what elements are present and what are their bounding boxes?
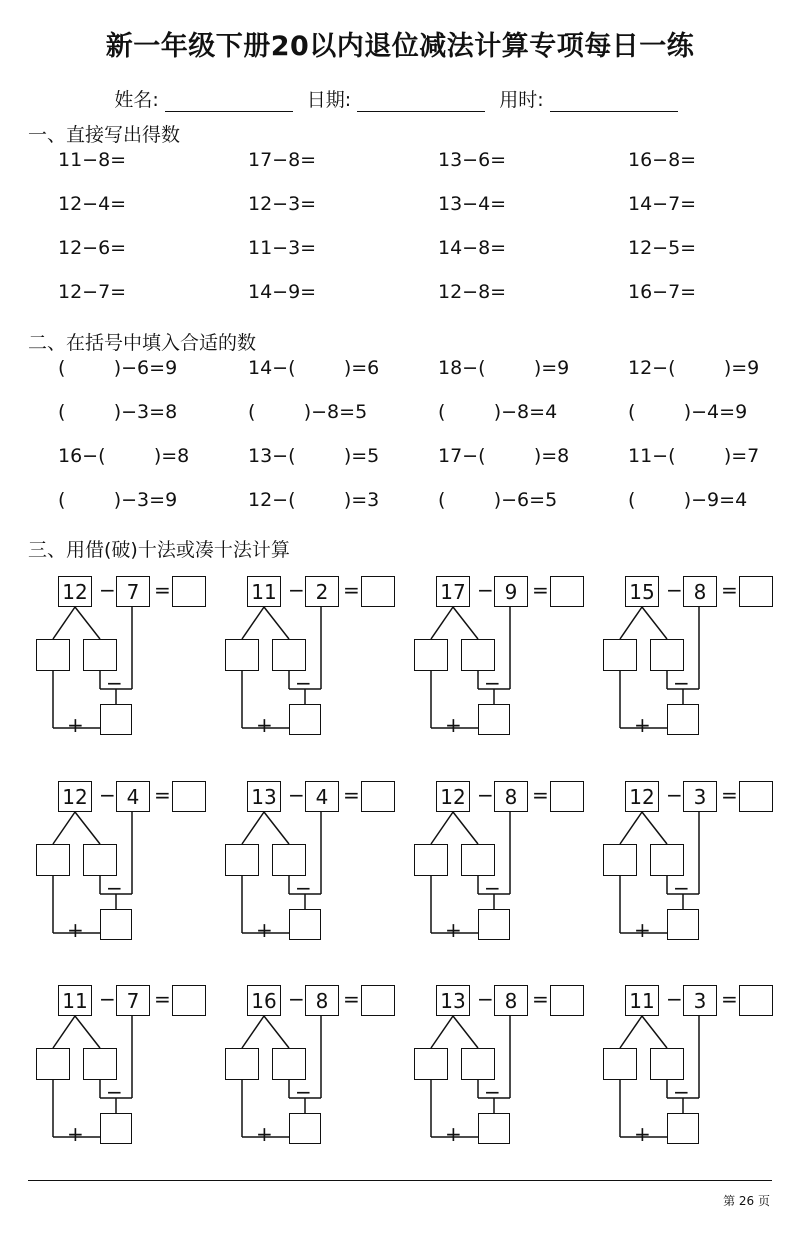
minuend-box: 12 bbox=[625, 781, 659, 812]
direct-calc-problem[interactable]: 16−8= bbox=[628, 149, 697, 171]
fill-bracket-problem[interactable]: ( )−3=8 bbox=[58, 401, 178, 423]
minuend-box: 16 bbox=[247, 985, 281, 1016]
decompose-problem bbox=[603, 984, 793, 1164]
plus-sign: + bbox=[634, 918, 651, 942]
plus-sign: + bbox=[67, 1122, 84, 1146]
split-right-box[interactable] bbox=[650, 1048, 684, 1080]
minus-sign: − bbox=[477, 987, 494, 1011]
fill-bracket-problem[interactable]: 13−( )=5 bbox=[248, 445, 380, 467]
minus-sign: − bbox=[99, 987, 116, 1011]
direct-calc-problem[interactable]: 13−6= bbox=[438, 149, 507, 171]
minuend-box: 12 bbox=[436, 781, 470, 812]
plus-sign: + bbox=[634, 713, 651, 737]
minus-sign: − bbox=[288, 783, 305, 807]
split-left-box[interactable] bbox=[36, 1048, 70, 1080]
answer-box[interactable] bbox=[172, 576, 206, 607]
split-left-box[interactable] bbox=[225, 1048, 259, 1080]
split-right-box[interactable] bbox=[83, 639, 117, 671]
direct-calc-problem[interactable]: 14−9= bbox=[248, 281, 317, 303]
fill-bracket-problem[interactable]: 12−( )=9 bbox=[628, 357, 760, 379]
answer-box[interactable] bbox=[550, 781, 584, 812]
plus-sign: + bbox=[445, 713, 462, 737]
step-result-box[interactable] bbox=[478, 704, 510, 735]
decompose-problem bbox=[414, 780, 604, 960]
equals-sign: = bbox=[532, 578, 549, 602]
minuend-box: 11 bbox=[625, 985, 659, 1016]
split-left-box[interactable] bbox=[225, 639, 259, 671]
split-right-box[interactable] bbox=[461, 1048, 495, 1080]
split-left-box[interactable] bbox=[225, 844, 259, 876]
direct-calc-problem[interactable]: 12−6= bbox=[58, 237, 127, 259]
time-blank[interactable] bbox=[550, 93, 678, 112]
direct-calc-problem[interactable]: 12−8= bbox=[438, 281, 507, 303]
decompose-problem bbox=[36, 984, 226, 1164]
subtrahend-box: 9 bbox=[494, 576, 528, 607]
equals-sign: = bbox=[721, 783, 738, 807]
direct-calc-problem[interactable]: 11−8= bbox=[58, 149, 127, 171]
fill-bracket-problem[interactable]: 17−( )=8 bbox=[438, 445, 570, 467]
decompose-problem bbox=[225, 575, 415, 755]
decompose-problem bbox=[36, 575, 226, 755]
subtrahend-box: 7 bbox=[116, 576, 150, 607]
step-result-box[interactable] bbox=[100, 704, 132, 735]
sub-minus-sign: − bbox=[295, 1080, 312, 1104]
split-right-box[interactable] bbox=[272, 844, 306, 876]
subtrahend-box: 8 bbox=[683, 576, 717, 607]
split-right-box[interactable] bbox=[650, 844, 684, 876]
equals-sign: = bbox=[343, 578, 360, 602]
direct-calc-problem[interactable]: 12−7= bbox=[58, 281, 127, 303]
minus-sign: − bbox=[477, 783, 494, 807]
sub-minus-sign: − bbox=[106, 876, 123, 900]
answer-box[interactable] bbox=[361, 781, 395, 812]
direct-calc-problem[interactable]: 12−3= bbox=[248, 193, 317, 215]
subtrahend-box: 4 bbox=[116, 781, 150, 812]
fill-bracket-problem[interactable]: ( )−9=4 bbox=[628, 489, 748, 511]
plus-sign: + bbox=[67, 918, 84, 942]
step-result-box[interactable] bbox=[667, 704, 699, 735]
minus-sign: − bbox=[666, 987, 683, 1011]
sub-minus-sign: − bbox=[484, 876, 501, 900]
step-result-box[interactable] bbox=[100, 1113, 132, 1144]
name-blank[interactable] bbox=[165, 93, 293, 112]
equals-sign: = bbox=[343, 783, 360, 807]
sub-minus-sign: − bbox=[106, 671, 123, 695]
section2-title: 二、在括号中填入合适的数 bbox=[28, 332, 257, 354]
step-result-box[interactable] bbox=[289, 704, 321, 735]
minus-sign: − bbox=[288, 987, 305, 1011]
equals-sign: = bbox=[154, 578, 171, 602]
step-result-box[interactable] bbox=[478, 909, 510, 940]
split-right-box[interactable] bbox=[83, 844, 117, 876]
split-left-box[interactable] bbox=[414, 844, 448, 876]
answer-box[interactable] bbox=[550, 576, 584, 607]
decompose-problem bbox=[225, 984, 415, 1164]
subtrahend-box: 7 bbox=[116, 985, 150, 1016]
plus-sign: + bbox=[256, 713, 273, 737]
sub-minus-sign: − bbox=[673, 876, 690, 900]
split-left-box[interactable] bbox=[414, 639, 448, 671]
direct-calc-problem[interactable]: 12−4= bbox=[58, 193, 127, 215]
split-right-box[interactable] bbox=[272, 1048, 306, 1080]
plus-sign: + bbox=[67, 713, 84, 737]
fill-bracket-problem[interactable]: ( )−6=9 bbox=[58, 357, 178, 379]
split-right-box[interactable] bbox=[272, 639, 306, 671]
subtrahend-box: 2 bbox=[305, 576, 339, 607]
subtrahend-box: 8 bbox=[494, 985, 528, 1016]
date-blank[interactable] bbox=[357, 93, 485, 112]
minuend-box: 12 bbox=[58, 576, 92, 607]
subtrahend-box: 3 bbox=[683, 985, 717, 1016]
fill-bracket-problem[interactable]: 11−( )=7 bbox=[628, 445, 760, 467]
split-left-box[interactable] bbox=[603, 844, 637, 876]
fill-bracket-problem[interactable]: ( )−6=5 bbox=[438, 489, 558, 511]
direct-calc-problem[interactable]: 13−4= bbox=[438, 193, 507, 215]
minuend-box: 15 bbox=[625, 576, 659, 607]
step-result-box[interactable] bbox=[100, 909, 132, 940]
subtrahend-box: 3 bbox=[683, 781, 717, 812]
fill-bracket-problem[interactable]: ( )−8=5 bbox=[248, 401, 368, 423]
equals-sign: = bbox=[721, 578, 738, 602]
decompose-problem bbox=[603, 575, 793, 755]
plus-sign: + bbox=[256, 1122, 273, 1146]
fill-bracket-problem[interactable]: ( )−8=4 bbox=[438, 401, 558, 423]
decompose-problem bbox=[414, 575, 604, 755]
split-right-box[interactable] bbox=[83, 1048, 117, 1080]
answer-box[interactable] bbox=[172, 781, 206, 812]
subtrahend-box: 8 bbox=[305, 985, 339, 1016]
step-result-box[interactable] bbox=[667, 909, 699, 940]
step-result-box[interactable] bbox=[478, 1113, 510, 1144]
sub-minus-sign: − bbox=[673, 1080, 690, 1104]
split-right-box[interactable] bbox=[650, 639, 684, 671]
split-right-box[interactable] bbox=[461, 844, 495, 876]
sub-minus-sign: − bbox=[673, 671, 690, 695]
minus-sign: − bbox=[666, 783, 683, 807]
answer-box[interactable] bbox=[361, 576, 395, 607]
minus-sign: − bbox=[666, 578, 683, 602]
decompose-problem bbox=[36, 780, 226, 960]
section1-title: 一、直接写出得数 bbox=[28, 124, 181, 146]
name-label: 姓名: bbox=[114, 89, 159, 111]
direct-calc-problem[interactable]: 14−8= bbox=[438, 237, 507, 259]
answer-box[interactable] bbox=[550, 985, 584, 1016]
fill-bracket-problem[interactable]: 18−( )=9 bbox=[438, 357, 570, 379]
minus-sign: − bbox=[288, 578, 305, 602]
equals-sign: = bbox=[154, 987, 171, 1011]
minus-sign: − bbox=[99, 578, 116, 602]
split-left-box[interactable] bbox=[36, 844, 70, 876]
worksheet-title: 新一年级下册20以内退位减法计算专项每日一练 bbox=[105, 31, 695, 62]
sub-minus-sign: − bbox=[484, 671, 501, 695]
sub-minus-sign: − bbox=[484, 1080, 501, 1104]
step-result-box[interactable] bbox=[289, 909, 321, 940]
sub-minus-sign: − bbox=[295, 671, 312, 695]
minus-sign: − bbox=[99, 783, 116, 807]
decompose-problem bbox=[225, 780, 415, 960]
minuend-box: 13 bbox=[247, 781, 281, 812]
direct-calc-problem[interactable]: 16−7= bbox=[628, 281, 697, 303]
direct-calc-problem[interactable]: 14−7= bbox=[628, 193, 697, 215]
split-left-box[interactable] bbox=[36, 639, 70, 671]
minuend-box: 17 bbox=[436, 576, 470, 607]
date-label: 日期: bbox=[306, 89, 352, 111]
split-right-box[interactable] bbox=[461, 639, 495, 671]
answer-box[interactable] bbox=[172, 985, 206, 1016]
split-left-box[interactable] bbox=[603, 639, 637, 671]
subtrahend-box: 4 bbox=[305, 781, 339, 812]
direct-calc-problem[interactable]: 12−5= bbox=[628, 237, 697, 259]
equals-sign: = bbox=[154, 783, 171, 807]
minuend-box: 11 bbox=[58, 985, 92, 1016]
split-left-box[interactable] bbox=[414, 1048, 448, 1080]
sub-minus-sign: − bbox=[295, 876, 312, 900]
plus-sign: + bbox=[256, 918, 273, 942]
plus-sign: + bbox=[445, 1122, 462, 1146]
direct-calc-problem[interactable]: 17−8= bbox=[248, 149, 317, 171]
fill-bracket-problem[interactable]: 16−( )=8 bbox=[58, 445, 190, 467]
answer-box[interactable] bbox=[739, 576, 773, 607]
step-result-box[interactable] bbox=[667, 1113, 699, 1144]
sub-minus-sign: − bbox=[106, 1080, 123, 1104]
minus-sign: − bbox=[477, 578, 494, 602]
equals-sign: = bbox=[343, 987, 360, 1011]
equals-sign: = bbox=[532, 783, 549, 807]
plus-sign: + bbox=[445, 918, 462, 942]
equals-sign: = bbox=[721, 987, 738, 1011]
minuend-box: 12 bbox=[58, 781, 92, 812]
decompose-problem bbox=[414, 984, 604, 1164]
direct-calc-problem[interactable]: 11−3= bbox=[248, 237, 317, 259]
answer-box[interactable] bbox=[739, 781, 773, 812]
equals-sign: = bbox=[532, 987, 549, 1011]
answer-box[interactable] bbox=[361, 985, 395, 1016]
step-result-box[interactable] bbox=[289, 1113, 321, 1144]
section3-title: 三、用借(破)十法或凑十法计算 bbox=[28, 539, 290, 561]
minuend-box: 11 bbox=[247, 576, 281, 607]
fill-bracket-problem[interactable]: ( )−3=9 bbox=[58, 489, 178, 511]
footer-divider bbox=[28, 1180, 772, 1181]
student-info-row bbox=[0, 85, 800, 112]
decompose-problem bbox=[603, 780, 793, 960]
fill-bracket-problem[interactable]: ( )−4=9 bbox=[628, 401, 748, 423]
minuend-box: 13 bbox=[436, 985, 470, 1016]
fill-bracket-problem[interactable]: 12−( )=3 bbox=[248, 489, 380, 511]
time-label: 用时: bbox=[499, 89, 544, 111]
split-left-box[interactable] bbox=[603, 1048, 637, 1080]
fill-bracket-problem[interactable]: 14−( )=6 bbox=[248, 357, 380, 379]
answer-box[interactable] bbox=[739, 985, 773, 1016]
subtrahend-box: 8 bbox=[494, 781, 528, 812]
plus-sign: + bbox=[634, 1122, 651, 1146]
page-number: 第 26 页 bbox=[723, 1194, 770, 1208]
